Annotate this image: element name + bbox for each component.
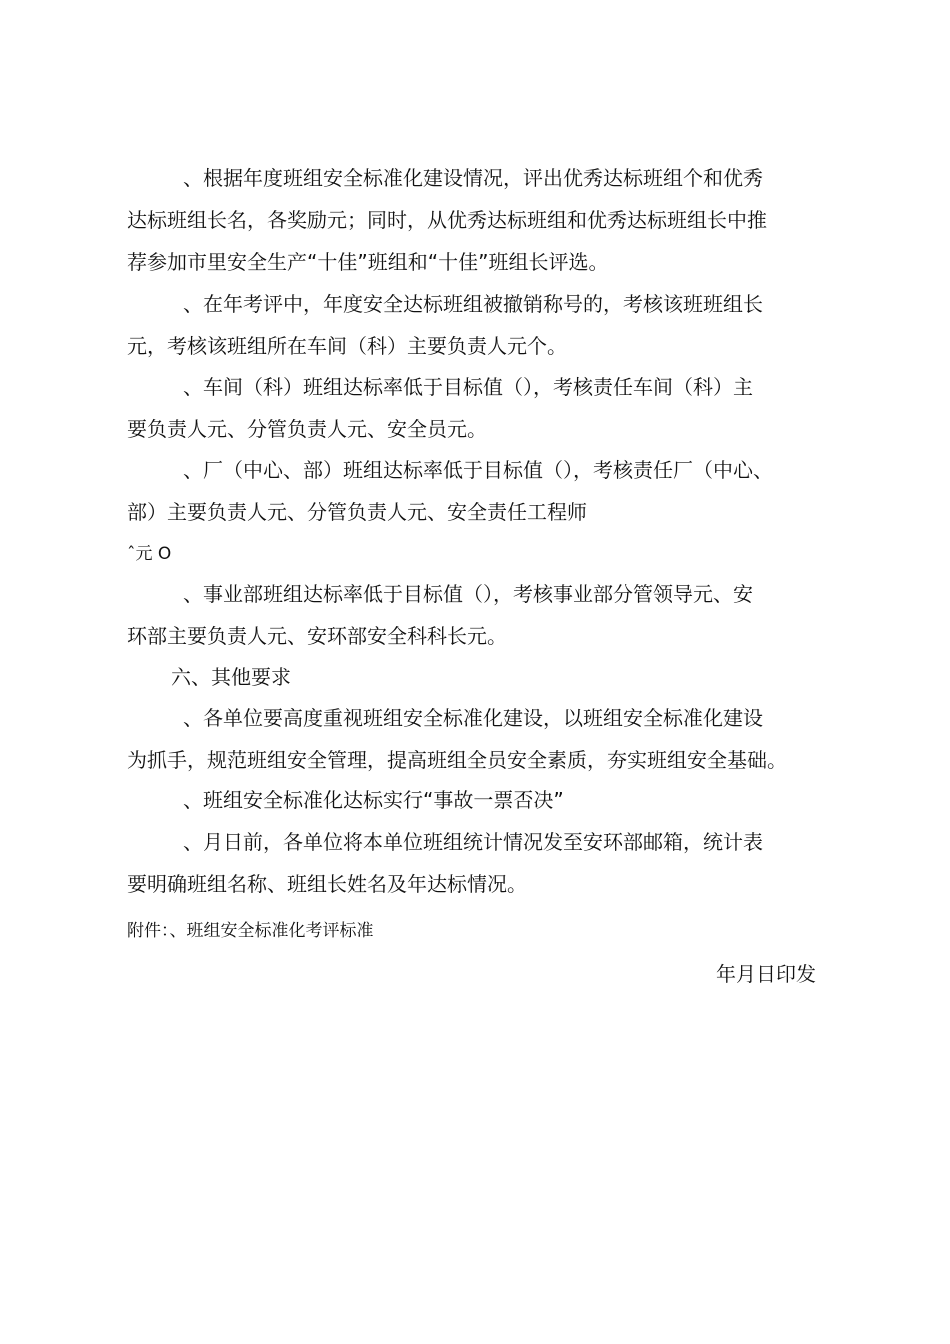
- text-line: 要明确班组名称、班组长姓名及年达标情况。: [127, 872, 527, 896]
- text-line: 、各单位要高度重视班组安全标准化建设，以班组安全标准化建设: [183, 706, 763, 730]
- paragraph-veto: [127, 779, 827, 821]
- paragraph-revocation-penalty: [127, 283, 827, 367]
- text-line: 、事业部班组达标率低于目标值（），考核事业部分管领导元、安: [183, 582, 753, 606]
- text-line: 要负责人元、分管负责人元、安全员元。: [127, 417, 487, 441]
- paragraph-report-submission: [127, 821, 827, 905]
- text-line: 部）主要负责人元、分管负责人元、安全责任工程师: [127, 500, 587, 524]
- paragraph-annual-awards: [127, 157, 827, 283]
- attachment-note: [127, 910, 827, 952]
- paragraph-workshop-rate: [127, 366, 827, 450]
- text-line: 、根据年度班组安全标准化建设情况，评出优秀达标班组个和优秀: [183, 166, 763, 190]
- text-line: 达标班组长名，各奖励元；同时，从优秀达标班组和优秀达标班组长中推: [127, 208, 767, 232]
- text-line: 、在年考评中，年度安全达标班组被撤销称号的，考核该班班组长: [183, 292, 763, 316]
- text-line: 荐参加市里安全生产“十佳”班组和“十佳”班组长评选。: [127, 250, 609, 274]
- text-line: 环部主要负责人元、安环部安全科科长元。: [127, 624, 507, 648]
- text-line: 元，考核该班组所在车间（科）主要负责人元个。: [127, 334, 567, 358]
- text-line: ˆ元 O: [127, 544, 172, 564]
- section-heading-other-requirements: [127, 656, 827, 698]
- paragraph-division-rate: [127, 573, 827, 657]
- issue-date: 年月日印发: [716, 962, 816, 986]
- text-line: 、车间（科）班组达标率低于目标值（），考核责任车间（科）主: [183, 375, 753, 399]
- paragraph-factory-rate: [127, 449, 827, 575]
- text-line: 为抓手，规范班组安全管理，提高班组全员安全素质，夯实班组安全基础。: [127, 748, 787, 772]
- paragraph-importance: [127, 697, 827, 781]
- section-heading: 六、其他要求: [171, 665, 291, 689]
- attachment-text: 附件：、班组安全标准化考评标准: [127, 921, 374, 941]
- text-line: 、厂（中心、部）班组达标率低于目标值（），考核责任厂（中心、: [183, 458, 773, 482]
- text-line: 、班组安全标准化达标实行“事故一票否决”: [183, 788, 564, 812]
- text-line: 、月日前，各单位将本单位班组统计情况发至安环部邮箱，统计表: [183, 830, 763, 854]
